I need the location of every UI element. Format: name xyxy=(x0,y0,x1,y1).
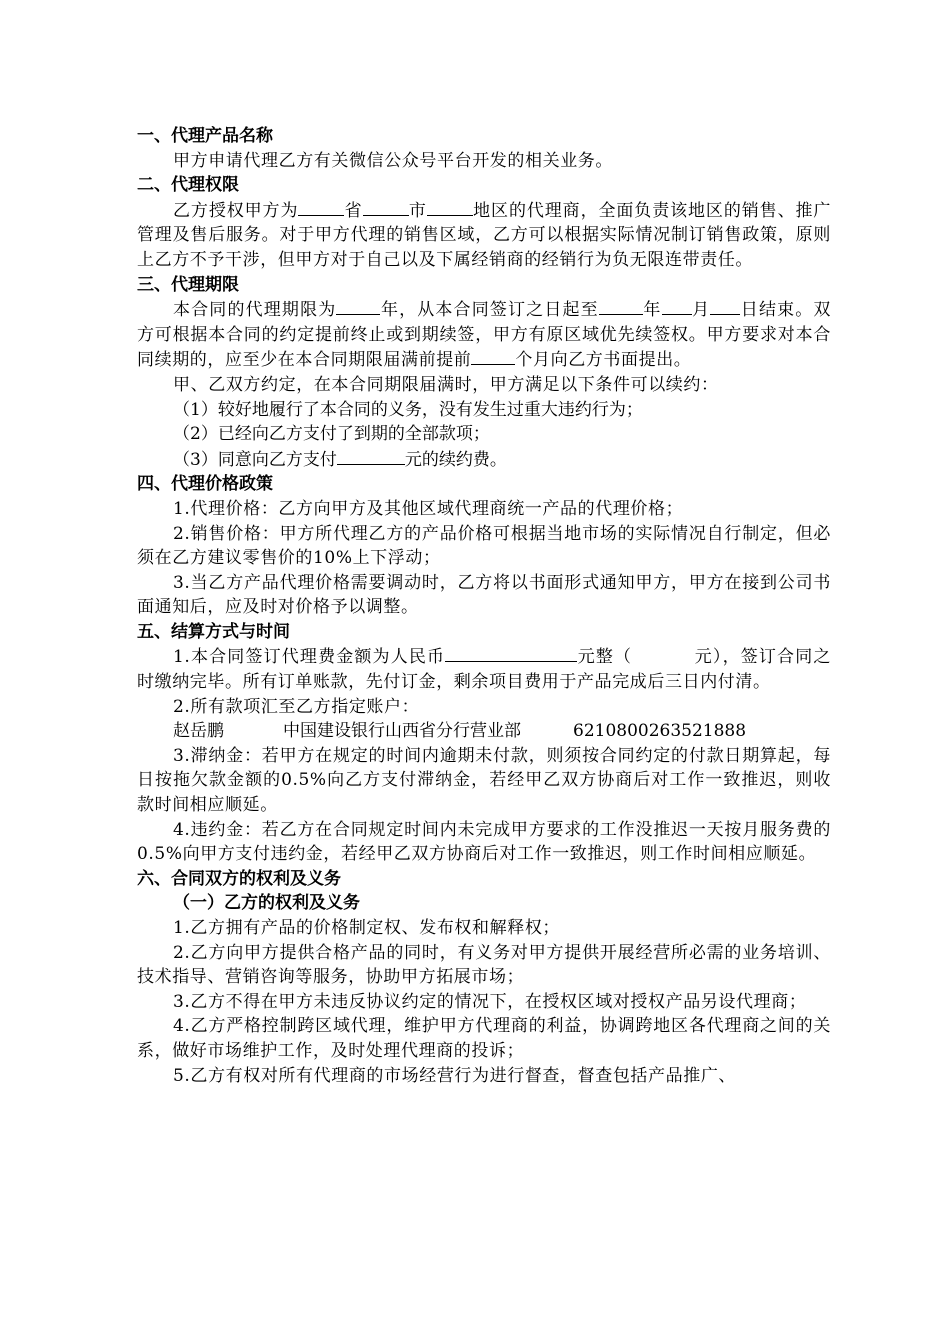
settlement-item-1: 1.本合同签订代理费金额为人民币 元整（ 元），签订合同之时缴纳完毕。所有订单账款，先付订金，剩余项目费用于产品完成后三日内付清。 xyxy=(137,644,831,694)
party-b-item-4: 4.乙方严格控制跨区域代理，维护甲方代理商的利益，协调跨地区各代理商之间的关系，做好市场维护工作，及时处理代理商的投诉； xyxy=(137,1016,831,1061)
term-years-blank xyxy=(336,297,380,315)
section-3-title: 三、代理期限 xyxy=(137,274,239,295)
section-1-title: 一、代理产品名称 xyxy=(137,126,273,146)
renewal-condition-1: （1）较好地履行了本合同的义务，没有发生过重大违约行为； xyxy=(173,399,643,420)
section-5-title: 五、结算方式与时间 xyxy=(137,621,290,642)
renewal-condition-2: （2）已经向乙方支付了到期的全部款项； xyxy=(173,424,490,445)
account-holder: 赵岳鹏 xyxy=(173,721,224,742)
city-blank xyxy=(363,198,409,216)
settlement-item-3: 3.滞纳金：若甲方在规定的时间内逾期未付款，则须按合同约定的付款日期算起，每日按拖欠款金额的0.5%向乙方支付滞纳金，若经甲乙双方协商后对工作一致推迟，则收款时间相应顺延。 xyxy=(137,745,831,816)
bank-name: 中国建设银行山西省分行营业部 xyxy=(283,721,521,742)
region-blank xyxy=(427,198,473,216)
section-3-text: 本合同的代理期限为 年，从本合同签订之日起至 年 月 日结束。双方可根据本合同的约定提前终止或到期续签，甲方有原区域优先续签权。甲方要求对本合同续期的，应至少在本合同期限届满前提前 个月向乙方书面提出。 xyxy=(137,297,831,373)
section-1-text: 甲方申请代理乙方有关微信公众号平台开发的相关业务。 xyxy=(173,150,613,171)
pricing-item-2: 2.销售价格：甲方所代理乙方的产品价格可根据当地市场的实际情况自行制定，但必须在乙方建议零售价的10%上下浮动； xyxy=(137,523,831,569)
renewal-fee-blank xyxy=(337,447,405,465)
party-b-item-5: 5.乙方有权对所有代理商的市场经营行为进行督查，督查包括产品推广、 xyxy=(173,1065,737,1086)
party-b-item-3: 3.乙方不得在甲方未违反协议约定的情况下，在授权区域对授权产品另设代理商； xyxy=(173,991,807,1012)
section-4-title: 四、代理价格政策 xyxy=(137,474,273,495)
settlement-item-2: 2.所有款项汇至乙方指定账户： xyxy=(173,696,420,717)
bank-account-line xyxy=(137,719,831,744)
renewal-condition-3: （3）同意向乙方支付 元的续约费。 xyxy=(137,447,831,473)
pricing-item-1: 1.代理价格：乙方向甲方及其他区域代理商统一产品的代理价格； xyxy=(173,498,684,519)
fee-amount-blank xyxy=(445,644,577,662)
pricing-item-3: 3.当乙方产品代理价格需要调动时，乙方将以书面形式通知甲方，甲方在接到公司书面通知后，应及时对价格予以调整。 xyxy=(137,572,831,618)
section-6-title: 六、合同双方的权利及义务 xyxy=(137,868,341,889)
renewal-conditions-intro: 甲、乙双方约定，在本合同期限届满时，甲方满足以下条件可以续约： xyxy=(173,374,719,395)
subsection-party-b-title: （一）乙方的权利及义务 xyxy=(173,893,360,914)
province-blank xyxy=(298,198,344,216)
account-number: 6210800263521888 xyxy=(573,721,747,742)
notice-months-blank xyxy=(471,347,515,365)
end-day-blank xyxy=(710,297,740,315)
party-b-item-2: 2.乙方向甲方提供合格产品的同时，有义务对甲方提供开展经营所必需的业务培训、技术指导、营销咨询等服务，协助甲方拓展市场； xyxy=(137,942,831,988)
section-2-text: 乙方授权甲方为 省 市 地区的代理商，全面负责该地区的销售、推广管理及售后服务。对于甲方代理的销售区域，乙方可以根据实际情况制订销售政策，原则上乙方不予干涉，但甲方对于自己以及下属经销商的经销行为负无限连带责任。 xyxy=(137,198,831,273)
settlement-item-4: 4.违约金：若乙方在合同规定时间内未完成甲方要求的工作没推迟一天按月服务费的0.5%向甲方支付违约金，若经甲乙双方协商后对工作一致推迟，则工作时间相应顺延。 xyxy=(137,819,831,865)
end-year-blank xyxy=(599,297,643,315)
contract-document xyxy=(137,124,831,1088)
end-month-blank xyxy=(662,297,692,315)
section-2-title: 二、代理权限 xyxy=(137,175,239,196)
party-b-item-1: 1.乙方拥有产品的价格制定权、发布权和解释权； xyxy=(173,918,561,938)
